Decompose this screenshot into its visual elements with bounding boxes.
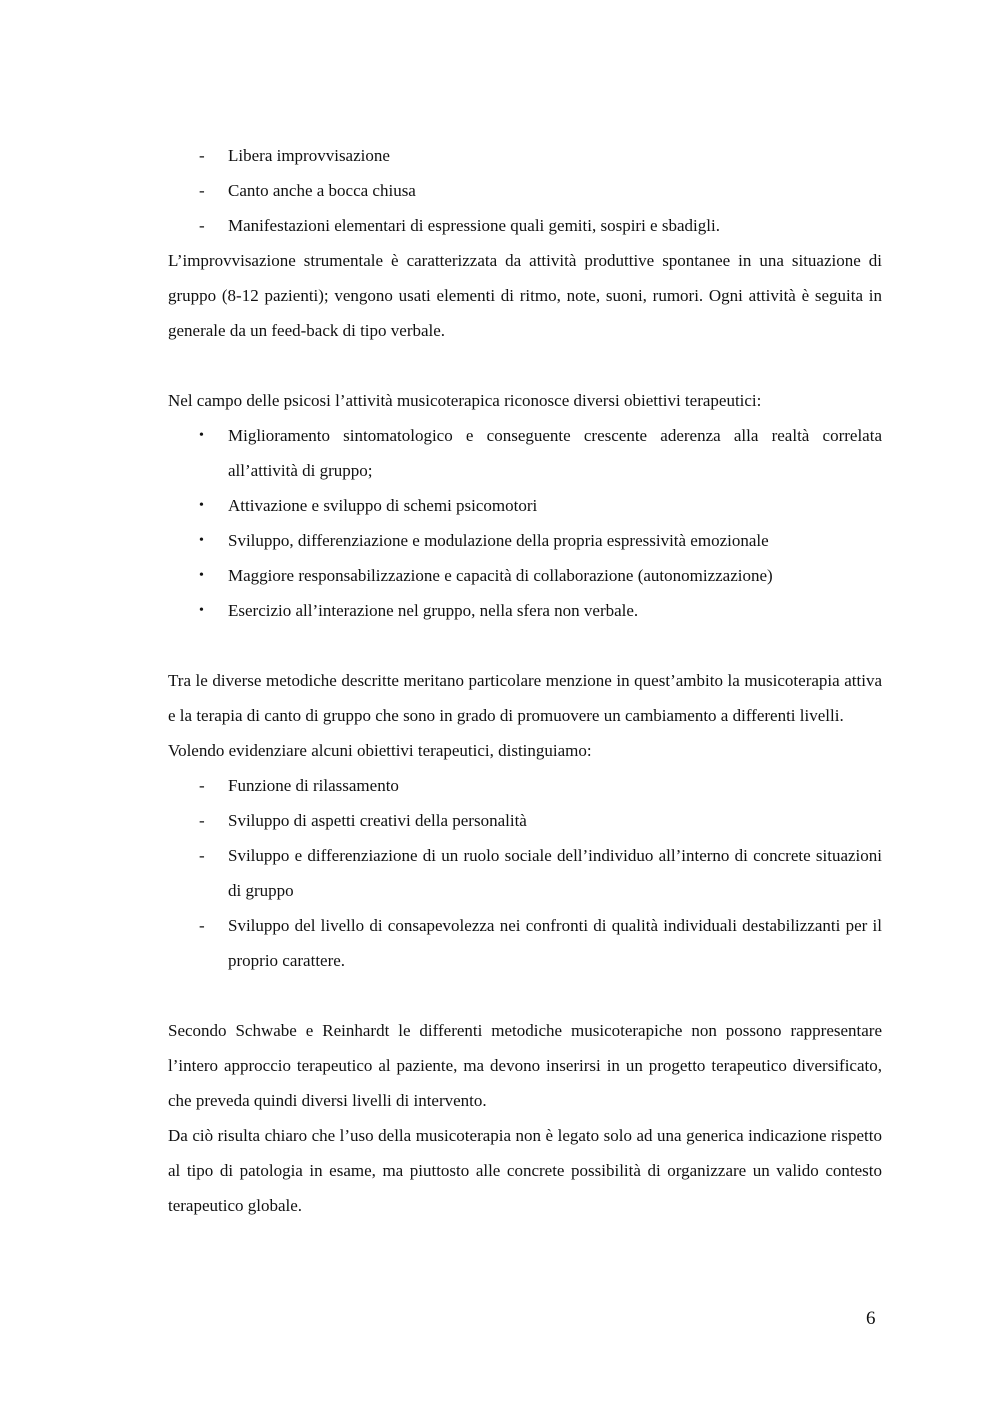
list-item-text: Miglioramento sintomatologico e conseguente crescente aderenza alla realtà correlata all’attività di gruppo;: [228, 426, 882, 480]
list-item: [168, 523, 882, 558]
list-item-text: Manifestazioni elementari di espressione quali gemiti, sospiri e sbadigli.: [228, 216, 720, 235]
list-item: [168, 418, 882, 488]
list-item: [168, 908, 882, 978]
list-item-text: Canto anche a bocca chiusa: [228, 181, 416, 200]
list-item: [168, 173, 882, 208]
free-expression-list: [168, 138, 882, 243]
dash-marker: -: [199, 146, 205, 165]
paragraph-spacer: [168, 978, 882, 1013]
therapeutic-objectives-list: [168, 768, 882, 978]
list-item: [168, 558, 882, 593]
dash-marker: -: [199, 181, 205, 200]
list-item: [168, 838, 882, 908]
dash-marker: -: [199, 776, 205, 795]
bullet-marker: •: [199, 603, 204, 618]
paragraph-methods: Tra le diverse metodiche descritte meritano particolare menzione in quest’ambito la musicoterapia attiva e la terapia di canto di gruppo che sono in grado di promuovere un cambiamento a differenti livelli.: [168, 671, 882, 725]
list-item: [168, 208, 882, 243]
dash-marker: -: [199, 916, 205, 935]
document-page: [168, 138, 882, 1223]
paragraph-conclusion: Da ciò risulta chiaro che l’uso della musicoterapia non è legato solo ad una generica indicazione rispetto al tipo di patologia in esame, ma piuttosto alle concrete possibilità di organizzare un valido contesto terapeutico globale.: [168, 1126, 882, 1215]
list-item: [168, 488, 882, 523]
paragraph-schwabe-reinhardt: Secondo Schwabe e Reinhardt le differenti metodiche musicoterapiche non possono rappresentare l’intero approccio terapeutico al paziente, ma devono inserirsi in un progetto terapeutico diversificato, che preveda quindi diversi livelli di intervento.: [168, 1021, 882, 1110]
dash-marker: -: [199, 846, 205, 865]
list-item-text: Funzione di rilassamento: [228, 776, 399, 795]
list-item-text: Libera improvvisazione: [228, 146, 390, 165]
list-item-text: Attivazione e sviluppo di schemi psicomotori: [228, 496, 538, 515]
dash-marker: -: [199, 811, 205, 830]
page-number: 6: [866, 1308, 876, 1329]
dash-marker: -: [199, 216, 205, 235]
psychosis-objectives-list: [168, 418, 882, 628]
list-item-text: Sviluppo, differenziazione e modulazione della propria espressività emozionale: [228, 531, 769, 550]
list-item-text: Sviluppo del livello di consapevolezza nei confronti di qualità individuali destabilizzanti per il proprio carattere.: [228, 916, 882, 970]
list-item-text: Sviluppo e differenziazione di un ruolo sociale dell’individuo all’interno di concrete situazioni di gruppo: [228, 846, 882, 900]
bullet-marker: •: [199, 428, 204, 443]
list-item: [168, 138, 882, 173]
paragraph-objectives-intro: Volendo evidenziare alcuni obiettivi terapeutici, distinguiamo:: [168, 741, 592, 760]
list-item-text: Esercizio all’interazione nel gruppo, nella sfera non verbale.: [228, 601, 639, 620]
bullet-marker: •: [199, 533, 204, 548]
list-item: [168, 803, 882, 838]
list-item-text: Maggiore responsabilizzazione e capacità di collaborazione (autonomizzazione): [228, 566, 773, 585]
paragraph-spacer: [168, 348, 882, 383]
bullet-marker: •: [199, 568, 204, 583]
list-item: [168, 768, 882, 803]
paragraph-psychosis-objectives: Nel campo delle psicosi l’attività musicoterapica riconosce diversi obiettivi terapeutici:: [168, 391, 762, 410]
bullet-marker: •: [199, 498, 204, 513]
list-item-text: Sviluppo di aspetti creativi della personalità: [228, 811, 527, 830]
paragraph-spacer: [168, 628, 882, 663]
paragraph-instrumental-improvisation: L’improvvisazione strumentale è caratterizzata da attività produttive spontanee in una situazione di gruppo (8-12 pazienti); vengono usati elementi di ritmo, note, suoni, rumori. Ogni attività è seguita in generale da un feed-back di tipo verbale.: [168, 251, 882, 340]
list-item: [168, 593, 882, 628]
